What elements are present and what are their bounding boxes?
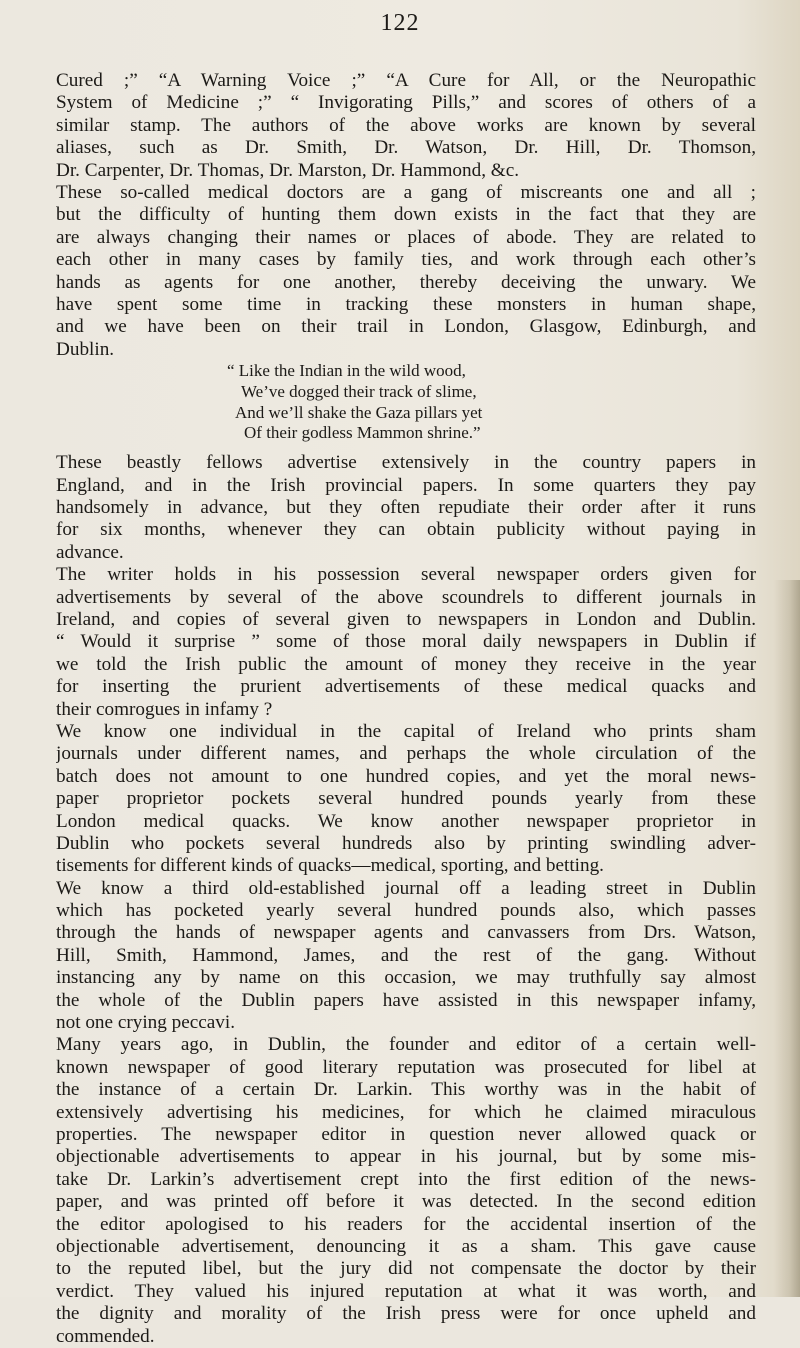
text-line: tisements for different kinds of quacks—medical, sporting, and betting. xyxy=(56,855,604,877)
text-line: for six months, whenever they can obtain publicity without paying in xyxy=(56,519,756,541)
text-line: Dr. Carpenter, Dr. Thomas, Dr. Marston, Dr. Hammond, &c. xyxy=(56,159,520,181)
text-line: paper, and was printed off before it was detected. In the second edition xyxy=(56,1191,756,1213)
text-line: Many years ago, in Dublin, the founder and editor of a certain well- xyxy=(56,1034,756,1056)
text-line: The writer holds in his possession several newspaper orders given for xyxy=(56,564,756,586)
text-line: through the hands of newspaper agents and canvassers from Drs. Watson, xyxy=(56,922,756,944)
text-line: Dublin who pockets several hundreds also by printing swindling adver- xyxy=(56,832,756,854)
text-line: to the reputed libel, but the jury did not compensate the doctor by their xyxy=(56,1258,756,1280)
text-line: advance. xyxy=(56,541,124,563)
text-line: instancing any by name on this occasion, we may truthfully say almost xyxy=(56,967,756,989)
text-line: are always changing their names or places of abode. They are related to xyxy=(56,226,756,248)
paragraph-6 xyxy=(56,878,756,1035)
text-line: extensively advertising his medicines, for which he claimed miraculous xyxy=(56,1101,756,1123)
text-line: for inserting the prurient advertisements of these medical quacks and xyxy=(56,676,756,698)
paragraph-4 xyxy=(56,564,756,721)
paragraph-1 xyxy=(56,70,756,182)
text-line: journals under different names, and perhaps the whole circulation of the xyxy=(56,743,756,765)
text-line: and we have been on their trail in London, Glasgow, Edinburgh, and xyxy=(56,316,756,338)
paragraph-7 xyxy=(56,1034,756,1347)
page-number: 122 xyxy=(380,10,420,36)
text-line: take Dr. Larkin’s advertisement crept into the first edition of the news- xyxy=(56,1168,756,1190)
text-line: the dignity and morality of the Irish press were for once upheld and xyxy=(56,1303,756,1325)
text-line: have spent some time in tracking these monsters in human shape, xyxy=(56,293,756,315)
text-line: Ireland, and copies of several given to newspapers in London and Dublin. xyxy=(56,609,756,630)
text-line: England, and in the Irish provincial papers. In some quarters they pay xyxy=(56,474,756,496)
text-line: commended. xyxy=(56,1325,155,1347)
verse-line: Of their godless Mammon shrine.” xyxy=(244,423,481,443)
verse-quotation xyxy=(56,361,756,444)
text-line: hands as agents for one another, thereby deceiving the unwary. We xyxy=(56,271,756,293)
text-line: Hill, Smith, Hammond, James, and the rest of the gang. Without xyxy=(56,944,756,966)
text-line: which has pocketed yearly several hundred pounds also, which passes xyxy=(56,900,756,922)
text-line: We know one individual in the capital of Ireland who prints sham xyxy=(56,720,756,742)
text-line: objectionable advertisement, denouncing it as a sham. This gave cause xyxy=(56,1235,756,1257)
verse-line: We’ve dogged their track of slime, xyxy=(241,381,477,401)
text-line: System of Medicine ;” “ Invigorating Pills,” and scores of others of a xyxy=(56,92,756,114)
text-line: objectionable advertisements to appear in his journal, but by some mis- xyxy=(56,1146,756,1168)
text-line: Cured ;” “A Warning Voice ;” “A Cure for All, or the Neuropathic xyxy=(56,70,756,91)
text-line: known newspaper of good literary reputation was prosecuted for libel at xyxy=(56,1056,756,1078)
text-line: the whole of the Dublin papers have assisted in this newspaper infamy, xyxy=(56,989,756,1011)
text-line: verdict. They valued his injured reputation at what it was worth, and xyxy=(56,1280,756,1302)
text-line: not one crying peccavi. xyxy=(56,1012,236,1034)
text-line: we told the Irish public the amount of money they receive in the year xyxy=(56,653,756,675)
text-line: advertisements by several of the above scoundrels to different journals in xyxy=(56,586,756,608)
text-line: We know a third old-established journal off a leading street in Dublin xyxy=(56,877,756,899)
text-line: properties. The newspaper editor in question never allowed quack or xyxy=(56,1123,756,1145)
paragraph-5 xyxy=(56,721,756,878)
page-edge-shadow xyxy=(774,580,800,1297)
paragraph-3 xyxy=(56,452,756,564)
text-line: handsomely in advance, but they often repudiate their order after it runs xyxy=(56,497,756,519)
paragraph-2 xyxy=(56,182,756,361)
text-line: London medical quacks. We know another newspaper proprietor in xyxy=(56,810,756,832)
text-line: their comrogues in infamy ? xyxy=(56,698,273,720)
text-line: paper proprietor pockets several hundred pounds yearly from these xyxy=(56,788,756,810)
text-line: each other in many cases by family ties, and work through each other’s xyxy=(56,249,756,271)
text-line: “ Would it surprise ” some of those moral daily newspapers in Dublin if xyxy=(56,631,756,653)
body-text xyxy=(56,70,756,1348)
text-line: Dublin. xyxy=(56,338,115,360)
verse-line: “ Like the Indian in the wild wood, xyxy=(227,361,466,381)
text-line: but the difficulty of hunting them down exists in the fact that they are xyxy=(56,204,756,226)
text-line: These beastly fellows advertise extensively in the country papers in xyxy=(56,452,756,474)
text-line: These so-called medical doctors are a gang of miscreants one and all ; xyxy=(56,181,756,203)
text-line: batch does not amount to one hundred copies, and yet the moral news- xyxy=(56,765,756,787)
text-line: the instance of a certain Dr. Larkin. This worthy was in the habit of xyxy=(56,1079,756,1101)
text-line: aliases, such as Dr. Smith, Dr. Watson, Dr. Hill, Dr. Thomson, xyxy=(56,137,756,159)
text-line: the editor apologised to his readers for the accidental insertion of the xyxy=(56,1213,756,1235)
text-line: similar stamp. The authors of the above works are known by several xyxy=(56,114,756,136)
verse-line: And we’ll shake the Gaza pillars yet xyxy=(235,402,483,422)
